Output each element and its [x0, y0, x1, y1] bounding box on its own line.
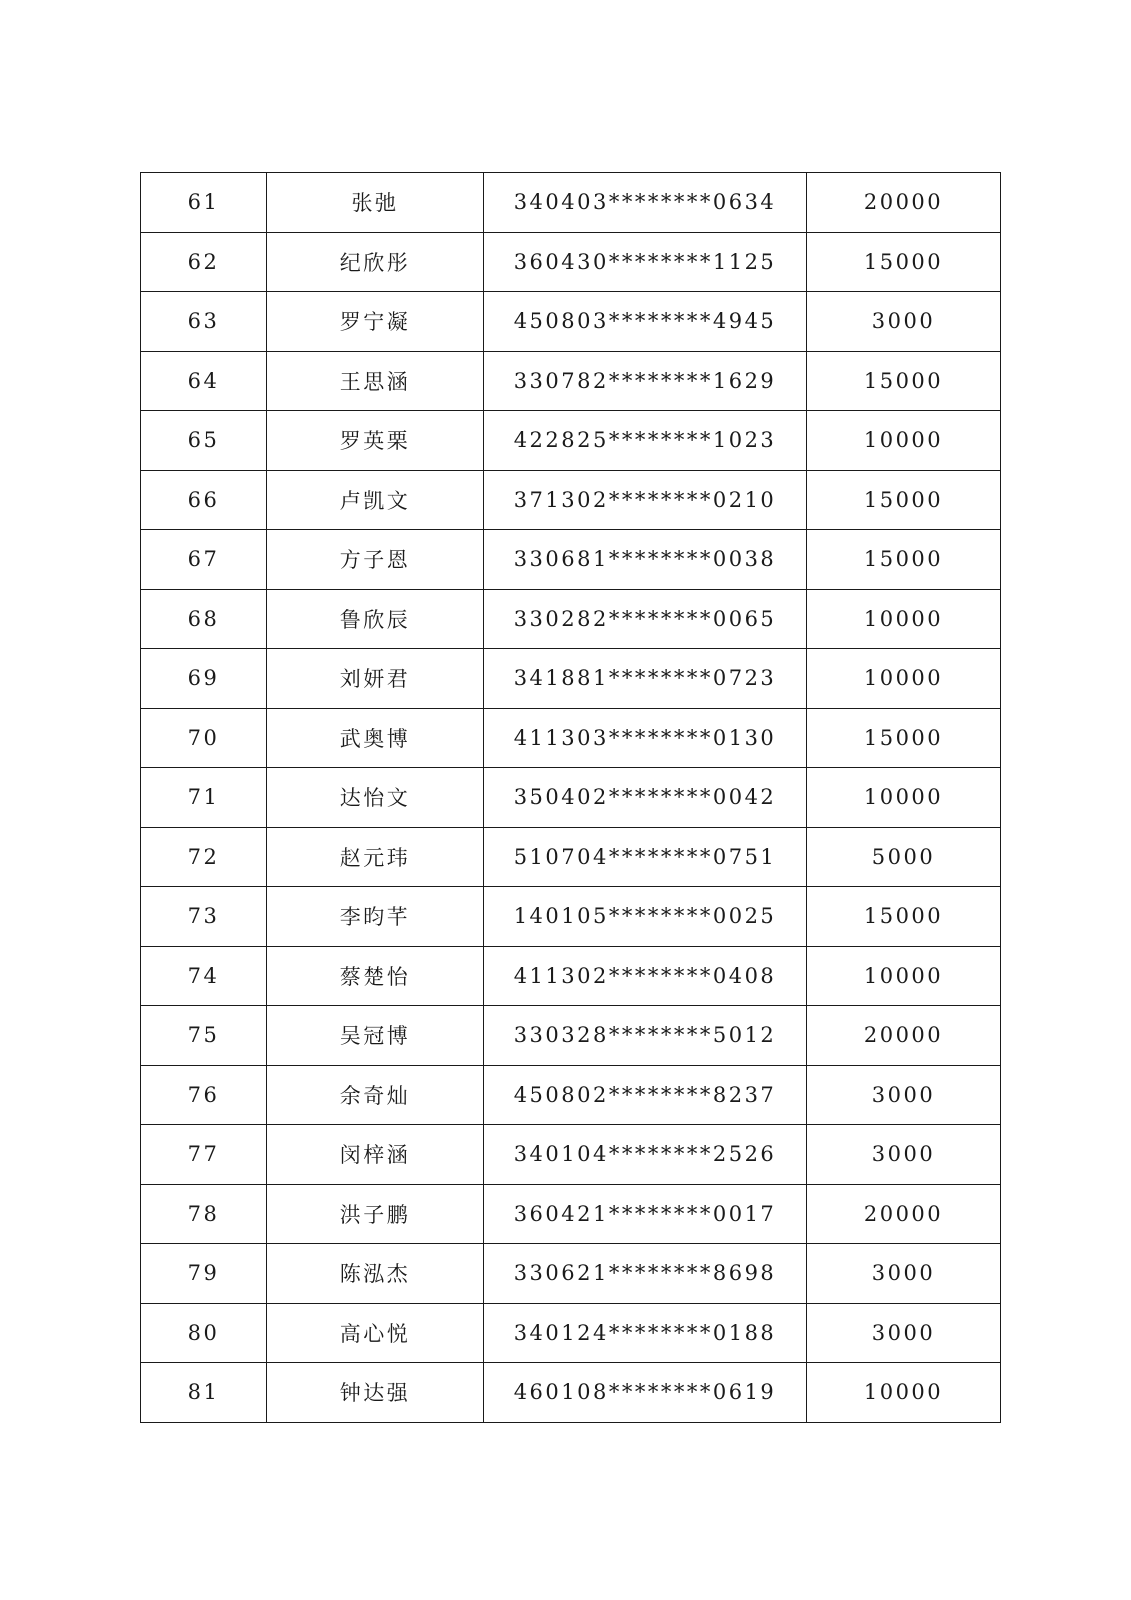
row-number-cell: 81 [141, 1363, 267, 1423]
table-row [141, 649, 1001, 709]
amount-cell: 3000 [807, 1065, 1001, 1125]
id-number-cell: 371302********0210 [484, 470, 807, 530]
row-number-cell: 61 [141, 173, 267, 233]
amount-cell: 20000 [807, 173, 1001, 233]
amount-cell: 10000 [807, 589, 1001, 649]
table-row [141, 946, 1001, 1006]
amount-cell: 10000 [807, 946, 1001, 1006]
row-number-cell: 74 [141, 946, 267, 1006]
table-row [141, 887, 1001, 947]
name-cell: 卢凯文 [267, 470, 484, 530]
row-number-cell: 78 [141, 1184, 267, 1244]
id-number-cell: 450802********8237 [484, 1065, 807, 1125]
id-number-cell: 510704********0751 [484, 827, 807, 887]
table-row [141, 232, 1001, 292]
row-number-cell: 77 [141, 1125, 267, 1185]
row-number-cell: 64 [141, 351, 267, 411]
id-number-cell: 450803********4945 [484, 292, 807, 352]
amount-cell: 20000 [807, 1184, 1001, 1244]
id-number-cell: 340403********0634 [484, 173, 807, 233]
amount-cell: 10000 [807, 649, 1001, 709]
id-number-cell: 411302********0408 [484, 946, 807, 1006]
row-number-cell: 71 [141, 768, 267, 828]
row-number-cell: 69 [141, 649, 267, 709]
id-number-cell: 330621********8698 [484, 1244, 807, 1304]
table-row [141, 1363, 1001, 1423]
id-number-cell: 360430********1125 [484, 232, 807, 292]
table-row [141, 351, 1001, 411]
name-cell: 陈泓杰 [267, 1244, 484, 1304]
amount-cell: 5000 [807, 827, 1001, 887]
name-cell: 达怡文 [267, 768, 484, 828]
name-cell: 鲁欣辰 [267, 589, 484, 649]
amount-cell: 3000 [807, 1303, 1001, 1363]
name-cell: 刘妍君 [267, 649, 484, 709]
table-row [141, 1244, 1001, 1304]
name-cell: 方子恩 [267, 530, 484, 590]
row-number-cell: 66 [141, 470, 267, 530]
amount-cell: 15000 [807, 708, 1001, 768]
amount-cell: 10000 [807, 411, 1001, 471]
row-number-cell: 70 [141, 708, 267, 768]
row-number-cell: 73 [141, 887, 267, 947]
name-cell: 洪子鹏 [267, 1184, 484, 1244]
row-number-cell: 76 [141, 1065, 267, 1125]
table-row [141, 173, 1001, 233]
amount-cell: 20000 [807, 1006, 1001, 1066]
table-row [141, 768, 1001, 828]
id-number-cell: 330782********1629 [484, 351, 807, 411]
name-cell: 张弛 [267, 173, 484, 233]
table-row [141, 1065, 1001, 1125]
id-number-cell: 360421********0017 [484, 1184, 807, 1244]
roster-table-body [141, 173, 1001, 1423]
amount-cell: 10000 [807, 768, 1001, 828]
name-cell: 高心悦 [267, 1303, 484, 1363]
row-number-cell: 65 [141, 411, 267, 471]
row-number-cell: 75 [141, 1006, 267, 1066]
name-cell: 赵元玮 [267, 827, 484, 887]
table-row [141, 292, 1001, 352]
amount-cell: 15000 [807, 470, 1001, 530]
amount-cell: 15000 [807, 232, 1001, 292]
name-cell: 吴冠博 [267, 1006, 484, 1066]
amount-cell: 3000 [807, 1244, 1001, 1304]
id-number-cell: 411303********0130 [484, 708, 807, 768]
name-cell: 纪欣彤 [267, 232, 484, 292]
id-number-cell: 422825********1023 [484, 411, 807, 471]
table-row [141, 411, 1001, 471]
table-row [141, 827, 1001, 887]
table-row [141, 530, 1001, 590]
name-cell: 王思涵 [267, 351, 484, 411]
id-number-cell: 140105********0025 [484, 887, 807, 947]
roster-table [140, 172, 1001, 1423]
name-cell: 罗英栗 [267, 411, 484, 471]
id-number-cell: 350402********0042 [484, 768, 807, 828]
id-number-cell: 330282********0065 [484, 589, 807, 649]
id-number-cell: 340124********0188 [484, 1303, 807, 1363]
table-row [141, 1184, 1001, 1244]
document-page [140, 172, 996, 1423]
row-number-cell: 72 [141, 827, 267, 887]
name-cell: 武奥博 [267, 708, 484, 768]
id-number-cell: 330328********5012 [484, 1006, 807, 1066]
table-row [141, 1303, 1001, 1363]
amount-cell: 3000 [807, 292, 1001, 352]
amount-cell: 15000 [807, 351, 1001, 411]
row-number-cell: 68 [141, 589, 267, 649]
row-number-cell: 67 [141, 530, 267, 590]
id-number-cell: 460108********0619 [484, 1363, 807, 1423]
table-row [141, 589, 1001, 649]
table-row [141, 1125, 1001, 1185]
name-cell: 余奇灿 [267, 1065, 484, 1125]
id-number-cell: 340104********2526 [484, 1125, 807, 1185]
amount-cell: 10000 [807, 1363, 1001, 1423]
row-number-cell: 80 [141, 1303, 267, 1363]
id-number-cell: 330681********0038 [484, 530, 807, 590]
name-cell: 闵梓涵 [267, 1125, 484, 1185]
amount-cell: 3000 [807, 1125, 1001, 1185]
name-cell: 罗宁凝 [267, 292, 484, 352]
name-cell: 蔡楚怡 [267, 946, 484, 1006]
table-row [141, 708, 1001, 768]
row-number-cell: 63 [141, 292, 267, 352]
name-cell: 钟达强 [267, 1363, 484, 1423]
amount-cell: 15000 [807, 887, 1001, 947]
name-cell: 李昀芊 [267, 887, 484, 947]
table-row [141, 470, 1001, 530]
row-number-cell: 62 [141, 232, 267, 292]
row-number-cell: 79 [141, 1244, 267, 1304]
table-row [141, 1006, 1001, 1066]
id-number-cell: 341881********0723 [484, 649, 807, 709]
amount-cell: 15000 [807, 530, 1001, 590]
